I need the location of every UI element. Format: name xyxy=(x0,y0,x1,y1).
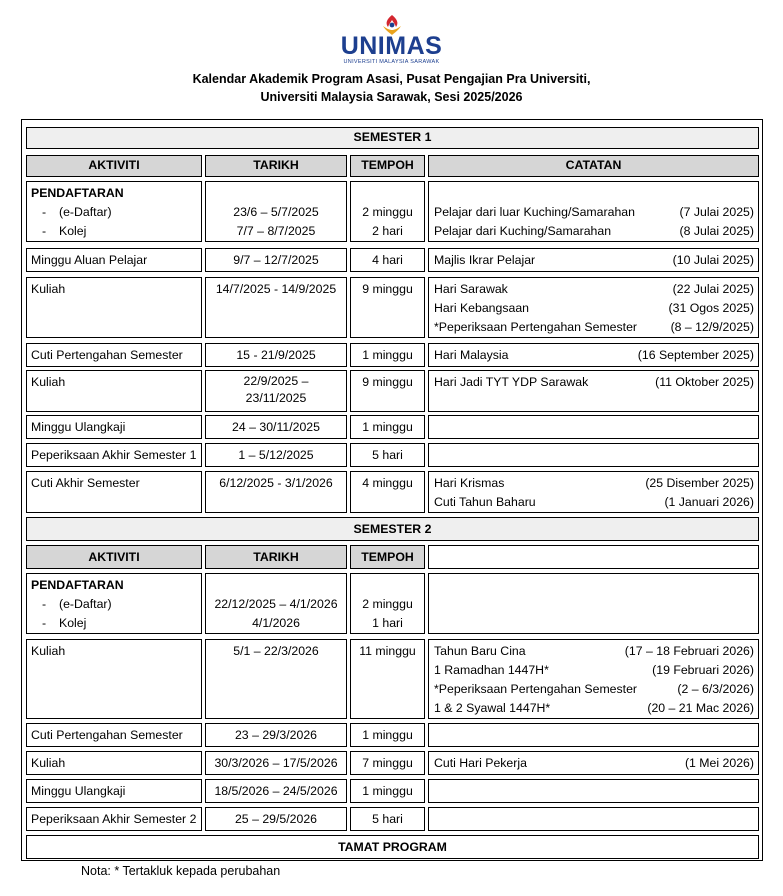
catatan-item: Hari Jadi TYT YDP Sarawak (11 Oktober 2025) xyxy=(434,375,754,389)
table-row-tempoh: 9 minggu xyxy=(350,277,425,338)
table-row-tempoh: 1 minggu xyxy=(350,779,425,803)
table-row-tarikh: 23 – 29/3/2026 xyxy=(205,723,347,747)
tarikh-value: 23/6 – 5/7/2025 xyxy=(233,205,319,219)
catatan-item: 1 Ramadhan 1447H* (19 Februari 2026) xyxy=(434,663,754,677)
table-row-tarikh: 5/1 – 22/3/2026 xyxy=(205,639,347,719)
table-row-tarikh: 25 – 29/5/2026 xyxy=(205,807,347,831)
table-row-catatan xyxy=(428,415,759,439)
table-row-tarikh: 18/5/2026 – 24/5/2026 xyxy=(205,779,347,803)
catatan-item: Cuti Hari Pekerja (1 Mei 2026) xyxy=(434,756,754,770)
tempoh-value: 2 hari xyxy=(372,224,403,238)
table-row-aktiviti: Cuti Pertengahan Semester xyxy=(26,723,202,747)
s1-pendaftaran-tarikh xyxy=(205,181,347,242)
tarikh-value: 7/7 – 8/7/2025 xyxy=(236,224,316,238)
s2-pendaftaran-title: PENDAFTARAN xyxy=(31,578,124,592)
catatan-item: Hari Malaysia (16 September 2025) xyxy=(434,348,754,362)
logo-wordmark: UNIMAS xyxy=(340,32,443,60)
table-row-tempoh: 5 hari xyxy=(350,807,425,831)
catatan-item: Majlis Ikrar Pelajar (10 Julai 2025) xyxy=(434,253,754,267)
table-row-aktiviti: Peperiksaan Akhir Semester 1 xyxy=(26,443,202,467)
table-row-catatan xyxy=(428,807,759,831)
table-row-catatan xyxy=(428,723,759,747)
table-row-catatan xyxy=(428,779,759,803)
table-row-tempoh: 11 minggu xyxy=(350,639,425,719)
table-row-aktiviti: Cuti Pertengahan Semester xyxy=(26,343,202,367)
table-row-catatan xyxy=(428,248,759,272)
table-row-aktiviti: Kuliah xyxy=(26,751,202,775)
s1-pendaftaran-title: PENDAFTARAN xyxy=(31,186,124,200)
catatan-item: Hari Kebangsaan (31 Ogos 2025) xyxy=(434,301,754,315)
table-row-tarikh: 24 – 30/11/2025 xyxy=(205,415,347,439)
table-row-tempoh: 1 minggu xyxy=(350,415,425,439)
table-row-tempoh: 1 minggu xyxy=(350,723,425,747)
tempoh-value: 2 minggu xyxy=(362,597,413,611)
table-row-aktiviti: Kuliah xyxy=(26,277,202,338)
table-row-tarikh: 9/7 – 12/7/2025 xyxy=(205,248,347,272)
catatan-item: Tahun Baru Cina (17 – 18 Februari 2026) xyxy=(434,644,754,658)
calendar-title-line1: Kalendar Akademik Program Asasi, Pusat Pengajian Pra Universiti, xyxy=(192,72,591,86)
semester-2-banner: SEMESTER 2 xyxy=(26,517,759,541)
header-aktiviti: AKTIVITI xyxy=(26,545,202,569)
table-row-aktiviti: Peperiksaan Akhir Semester 2 xyxy=(26,807,202,831)
table-row-catatan xyxy=(428,343,759,367)
catatan-item: Hari Sarawak (22 Julai 2025) xyxy=(434,282,754,296)
s2-pendaftaran-item: - (e-Daftar) xyxy=(41,597,112,611)
table-row-tarikh: 15 - 21/9/2025 xyxy=(205,343,347,367)
catatan-item: *Peperiksaan Pertengahan Semester (8 – 12/9/2025) xyxy=(434,320,754,334)
table-row-tarikh: 22/9/2025 – 23/11/2025 xyxy=(205,370,347,412)
table-row-tempoh: 7 minggu xyxy=(350,751,425,775)
header-catatan: CATATAN xyxy=(428,155,759,177)
catatan-item: Hari Krismas (25 Disember 2025) xyxy=(434,476,754,490)
header-tarikh: TARIKH xyxy=(205,545,347,569)
s1-pendaftaran-catatan xyxy=(428,181,759,242)
table-row-tarikh: 14/7/2025 - 14/9/2025 xyxy=(205,277,347,338)
table-row-aktiviti: Minggu Ulangkaji xyxy=(26,415,202,439)
table-row-aktiviti: Minggu Ulangkaji xyxy=(26,779,202,803)
s1-pendaftaran-item: - (e-Daftar) xyxy=(41,205,112,219)
s2-pendaftaran-aktiviti xyxy=(26,573,202,634)
header-tarikh: TARIKH xyxy=(205,155,347,177)
table-row-catatan xyxy=(428,751,759,775)
unimas-logo xyxy=(300,14,483,70)
logo-subtitle: UNIVERSITI MALAYSIA SARAWAK xyxy=(343,59,440,65)
s2-pendaftaran-item: - Kolej xyxy=(41,616,87,630)
table-row-tarikh: 1 – 5/12/2025 xyxy=(205,443,347,467)
table-row-tempoh: 4 minggu xyxy=(350,471,425,513)
table-row-aktiviti: Kuliah xyxy=(26,370,202,412)
header-catatan-empty xyxy=(428,545,759,569)
table-row-tempoh: 4 hari xyxy=(350,248,425,272)
table-row-catatan xyxy=(428,277,759,338)
table-row-tempoh: 9 minggu xyxy=(350,370,425,412)
semester-1-banner: SEMESTER 1 xyxy=(26,127,759,149)
footnote: Nota: * Tertakluk kepada perubahan xyxy=(81,864,281,878)
table-row-tarikh: 6/12/2025 - 3/1/2026 xyxy=(205,471,347,513)
tamat-program-banner: TAMAT PROGRAM xyxy=(26,835,759,859)
header-tempoh: TEMPOH xyxy=(350,545,425,569)
tempoh-value: 1 hari xyxy=(372,616,403,630)
table-row-aktiviti: Cuti Akhir Semester xyxy=(26,471,202,513)
table-row-catatan xyxy=(428,443,759,467)
s2-pendaftaran-catatan xyxy=(428,573,759,634)
header-aktiviti: AKTIVITI xyxy=(26,155,202,177)
table-row-tempoh: 1 minggu xyxy=(350,343,425,367)
table-row-catatan xyxy=(428,639,759,719)
catatan-item: *Peperiksaan Pertengahan Semester (2 – 6/3/2026) xyxy=(434,682,754,696)
table-row-tempoh: 5 hari xyxy=(350,443,425,467)
s1-pendaftaran-tempoh xyxy=(350,181,425,242)
s2-pendaftaran-tarikh xyxy=(205,573,347,634)
tempoh-value: 2 minggu xyxy=(362,205,413,219)
catatan-item: 1 & 2 Syawal 1447H* (20 – 21 Mac 2026) xyxy=(434,701,754,715)
table-row-catatan xyxy=(428,370,759,412)
table-row-catatan xyxy=(428,471,759,513)
tarikh-value: 22/12/2025 – 4/1/2026 xyxy=(214,597,338,611)
s1-pendaftaran-item: - Kolej xyxy=(41,224,87,238)
catatan-item: Pelajar dari Kuching/Samarahan (8 Julai 2025) xyxy=(434,224,754,238)
tarikh-value: 4/1/2026 xyxy=(252,616,300,630)
s2-pendaftaran-tempoh xyxy=(350,573,425,634)
header-tempoh: TEMPOH xyxy=(350,155,425,177)
table-row-aktiviti: Kuliah xyxy=(26,639,202,719)
s1-pendaftaran-aktiviti xyxy=(26,181,202,242)
catatan-item: Pelajar dari luar Kuching/Samarahan (7 Julai 2025) xyxy=(434,205,754,219)
table-row-tarikh: 30/3/2026 – 17/5/2026 xyxy=(205,751,347,775)
table-row-aktiviti: Minggu Aluan Pelajar xyxy=(26,248,202,272)
calendar-title-line2: Universiti Malaysia Sarawak, Sesi 2025/2026 xyxy=(260,90,523,104)
catatan-item: Cuti Tahun Baharu (1 Januari 2026) xyxy=(434,495,754,509)
